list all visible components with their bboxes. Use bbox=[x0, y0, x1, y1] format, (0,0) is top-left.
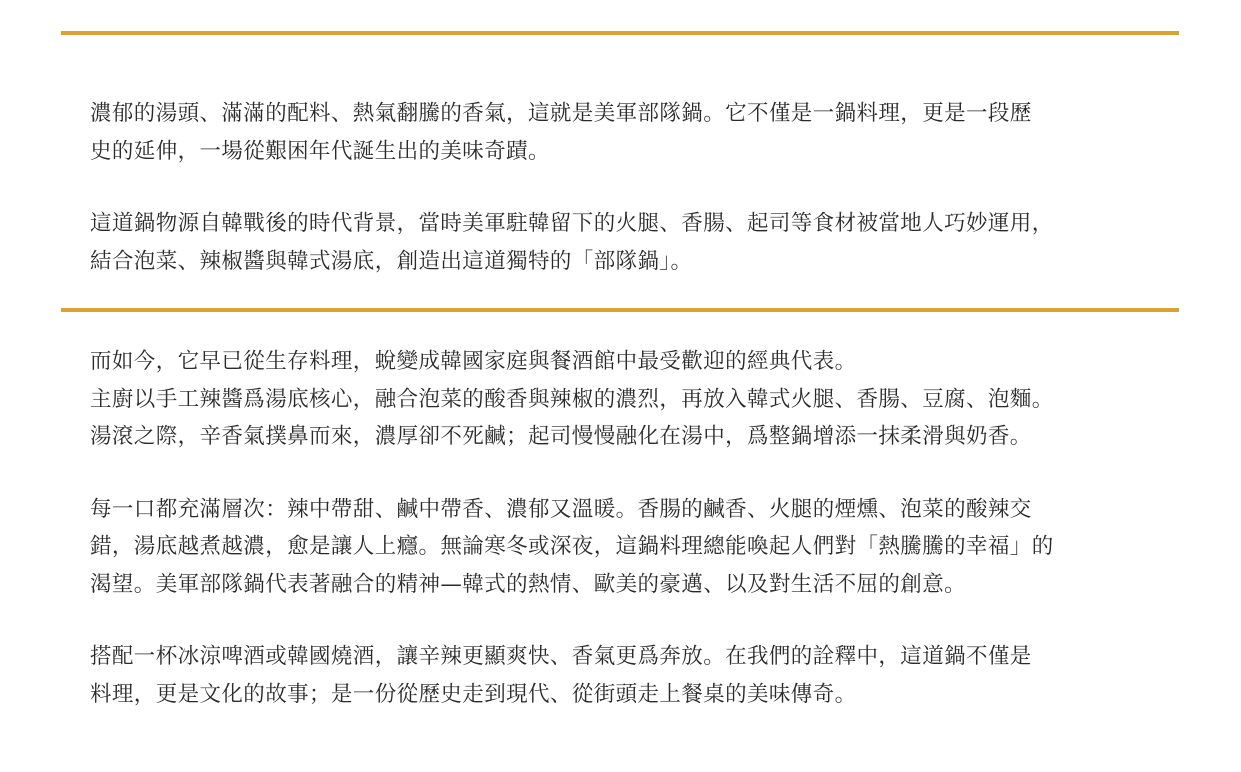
text-line: 這道鍋物源自韓戰後的時代背景，當時美軍駐韓留下的火腿、香腸、起司等食材被當地人巧妙運用， bbox=[90, 211, 1054, 236]
intro-paragraph bbox=[90, 95, 1200, 170]
text-line: 史的延伸，一場從艱困年代誕生出的美味奇蹟。 bbox=[90, 138, 550, 164]
text-line: 錯，湯底越煮越濃，愈是讓人上癮。無論寒冬或深夜，這鍋料理總能喚起人們對「熱騰騰的幸福」的 bbox=[90, 534, 1054, 559]
intro-section bbox=[90, 95, 1200, 315]
pairing-paragraph bbox=[90, 638, 1200, 713]
flavor-paragraph bbox=[90, 491, 1200, 604]
text-line: 而如今，它早已從生存料理，蛻變成韓國家庭與餐酒館中最受歡迎的經典代表。 bbox=[90, 349, 857, 374]
text-line: 主廚以手工辣醬爲湯底核心，融合泡菜的酸香與辣椒的濃烈，再放入韓式火腿、香腸、豆腐、泡麵。 bbox=[90, 386, 1054, 412]
text-line: 結合泡菜、辣椒醬與韓式湯底，創造出這道獨特的「部隊鍋」。 bbox=[90, 248, 693, 274]
top-divider bbox=[61, 31, 1179, 35]
modern-paragraph bbox=[90, 343, 1200, 456]
text-line: 渴望。美軍部隊鍋代表著融合的精神—韓式的熱情、歐美的豪邁、以及對生活不屈的創意。 bbox=[90, 571, 967, 597]
origin-paragraph bbox=[90, 205, 1200, 280]
middle-divider bbox=[61, 308, 1179, 312]
description-section bbox=[90, 343, 1200, 748]
text-line: 搭配一杯冰涼啤酒或韓國燒酒，讓辛辣更顯爽快、香氣更爲奔放。在我們的詮釋中，這道鍋不僅是 bbox=[90, 644, 1032, 669]
text-line: 料理，更是文化的故事；是一份從歷史走到現代、從街頭走上餐桌的美味傳奇。 bbox=[90, 681, 857, 707]
text-line: 湯滾之際，辛香氣撲鼻而來，濃厚卻不死鹹；起司慢慢融化在湯中，爲整鍋增添一抹柔滑與奶香。 bbox=[90, 424, 1032, 449]
text-line: 每一口都充滿層次：辣中帶甜、鹹中帶香、濃郁又溫暖。香腸的鹹香、火腿的煙燻、泡菜的酸辣交 bbox=[90, 496, 1032, 522]
text-line: 濃郁的湯頭、滿滿的配料、熱氣翻騰的香氣，這就是美軍部隊鍋。它不僅是一鍋料理，更是一段歷 bbox=[90, 101, 1032, 126]
